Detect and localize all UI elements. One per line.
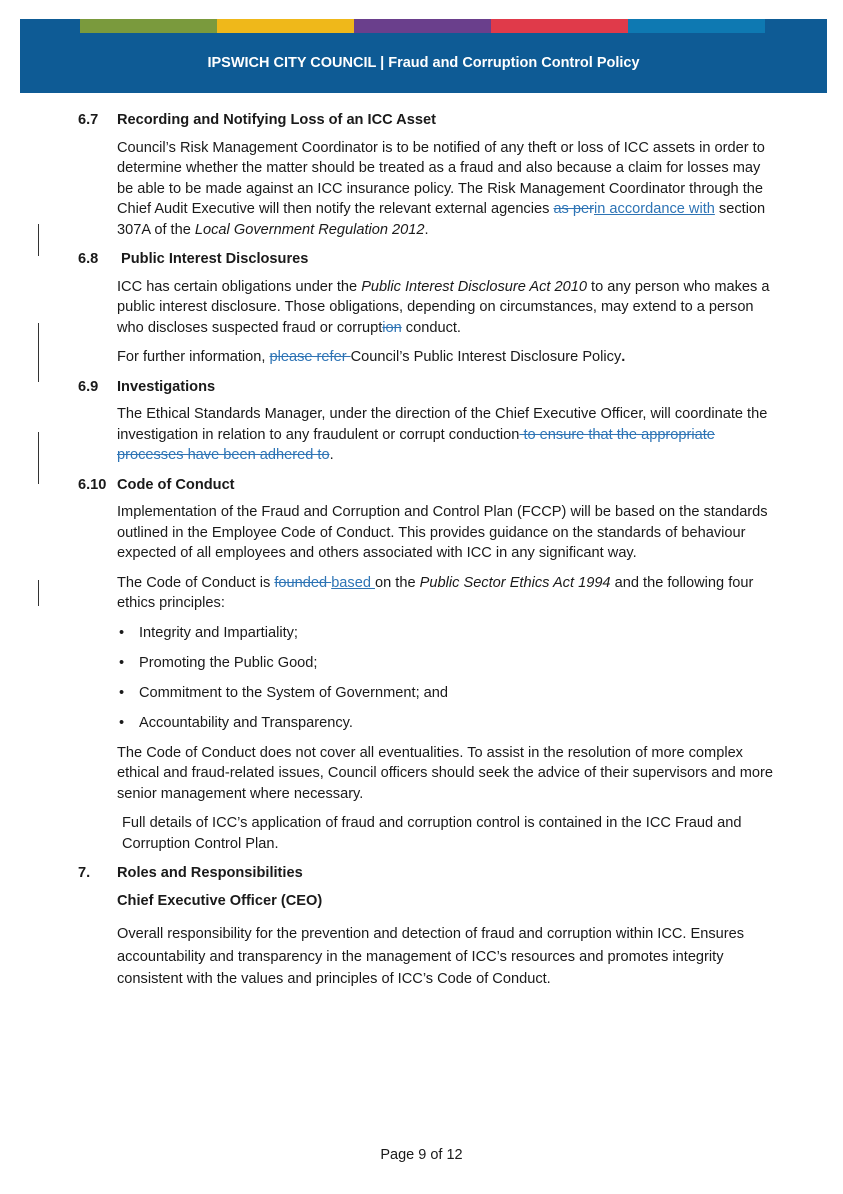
text-run: section 307A of the	[117, 201, 766, 238]
section-heading-7	[78, 863, 778, 884]
list-item-text: Integrity and Impartiality;	[139, 624, 298, 641]
text-run: and the following four ethics principles:	[117, 574, 754, 611]
deleted-text: founded	[274, 574, 332, 591]
section-body-6-8	[117, 277, 778, 368]
section-title: Roles and Responsibilities	[117, 865, 303, 881]
section-heading-6-8	[78, 249, 778, 270]
bullet-icon: •	[119, 624, 125, 641]
text-run: on the	[375, 574, 420, 591]
text-run: The Ethical Standards Manager, under the direction of the Chief Executive Officer, will coordinate the investigation in relation to any fraudulent or corrupt conduction	[117, 406, 768, 443]
list-item-text: Accountability and Transparency.	[139, 714, 353, 731]
section-body-6-10	[117, 502, 778, 854]
section-number: 6.9	[78, 378, 99, 395]
text-run: For further information,	[117, 349, 270, 365]
text-run: Council’s Risk Management Coordinator is to be notified of any theft or loss of ICC assets in order to determine whether the matter should be treated as a fraud and also because a claim for losses may be able to be made against an ICC insurance policy. The Risk Management Coordinator through the Chief Audit Executive will then notify the relevant external agencies	[117, 139, 765, 217]
page-content	[78, 110, 778, 1000]
act-citation: Local Government Regulation 2012	[194, 221, 425, 238]
text-run: ICC has certain obligations under the	[117, 278, 362, 295]
list-item	[117, 683, 778, 704]
list-item-text: Commitment to the System of Government; and	[139, 684, 449, 701]
act-citation: Public Interest Disclosure Act 2010	[361, 278, 587, 295]
section-number: 6.8	[78, 251, 99, 267]
section-title: Public Interest Disclosures	[121, 251, 309, 267]
deleted-text: please refer	[269, 349, 351, 365]
bullet-icon: •	[119, 654, 125, 671]
section-heading-6-10	[78, 475, 778, 496]
color-stripes	[80, 19, 765, 33]
stripe-purple	[354, 19, 491, 33]
paragraph: Full details of ICC’s application of fraud and corruption control is contained in the ICC Fraud and Corruption Control Plan.	[122, 815, 742, 852]
paragraph: The Code of Conduct does not cover all eventualities. To assist in the resolution of more complex ethical and fraud-related issues, Council officers should seek the advice of their supervisors and more senior management where necessary.	[117, 744, 773, 802]
section-body-6-9	[117, 404, 778, 466]
paragraph: Implementation of the Fraud and Corruption and Control Plan (FCCP) will be based on the standards outlined in the Employee Code of Conduct. This provides guidance on the standards of behaviour expected of all employees and others associated with ICC in any significant way.	[117, 504, 768, 561]
section-body-6-7	[117, 138, 778, 241]
paragraph	[117, 347, 778, 368]
list-item	[117, 623, 778, 644]
act-citation: Public Sector Ethics Act 1994	[419, 574, 611, 591]
paragraph: Overall responsibility for the prevention and detection of fraud and corruption within ICC. Ensures accountability and transparency in the management of ICC’s resources and promotes integrity consistent with the values and principles of ICC’s Code of Conduct.	[117, 926, 745, 987]
section-number: 6.7	[78, 112, 99, 128]
text-run: .	[424, 221, 429, 238]
section-body-7	[117, 923, 778, 991]
stripe-green	[80, 19, 217, 33]
inserted-text: based	[331, 574, 376, 591]
bullet-icon: •	[119, 714, 125, 731]
list-item-text: Promoting the Public Good;	[139, 654, 318, 671]
change-bar	[38, 224, 39, 256]
section-number: 7.	[78, 865, 91, 881]
section-heading-6-7	[78, 110, 778, 131]
stripe-yellow	[217, 19, 354, 33]
section-title: Code of Conduct	[117, 476, 235, 493]
change-bar	[38, 580, 39, 606]
paragraph	[117, 573, 778, 614]
list-item	[117, 653, 778, 674]
bullet-icon: •	[119, 684, 125, 701]
section-title: Recording and Notifying Loss of an ICC Asset	[117, 112, 436, 128]
paragraph	[117, 404, 778, 466]
page-number: Page 9 of 12	[380, 1147, 463, 1163]
paragraph	[117, 138, 778, 241]
text-run: Council’s Public Interest Disclosure Policy	[350, 349, 622, 365]
text-run: The Code of Conduct is	[117, 574, 275, 591]
stripe-red	[491, 19, 628, 33]
section-heading-6-9	[78, 377, 778, 398]
inserted-text: in accordance with	[594, 201, 715, 217]
document-title: IPSWICH CITY COUNCIL | Fraud and Corruption Control Policy	[207, 55, 640, 71]
deleted-text: ion	[382, 319, 402, 336]
ethics-principles-list	[117, 623, 778, 734]
paragraph	[117, 277, 778, 339]
change-bar	[38, 432, 39, 484]
stripe-blue	[628, 19, 765, 33]
role-subheading: Chief Executive Officer (CEO)	[117, 892, 323, 909]
section-title: Investigations	[117, 378, 216, 395]
list-item	[117, 713, 778, 734]
text-run: .	[621, 349, 626, 365]
header-banner	[20, 19, 827, 93]
text-run: .	[329, 447, 334, 463]
section-number: 6.10	[78, 476, 107, 493]
deleted-text: as per	[553, 201, 594, 217]
change-bar	[38, 323, 39, 382]
text-run: to any person who makes a public interest disclosure. Those obligations, depending on circumstances, may extend to a person who discloses suspected fraud or corrupt	[117, 278, 770, 336]
text-run: conduct.	[401, 319, 461, 336]
deleted-text: to ensure that the appropriate processes have been adhered to	[117, 426, 715, 463]
